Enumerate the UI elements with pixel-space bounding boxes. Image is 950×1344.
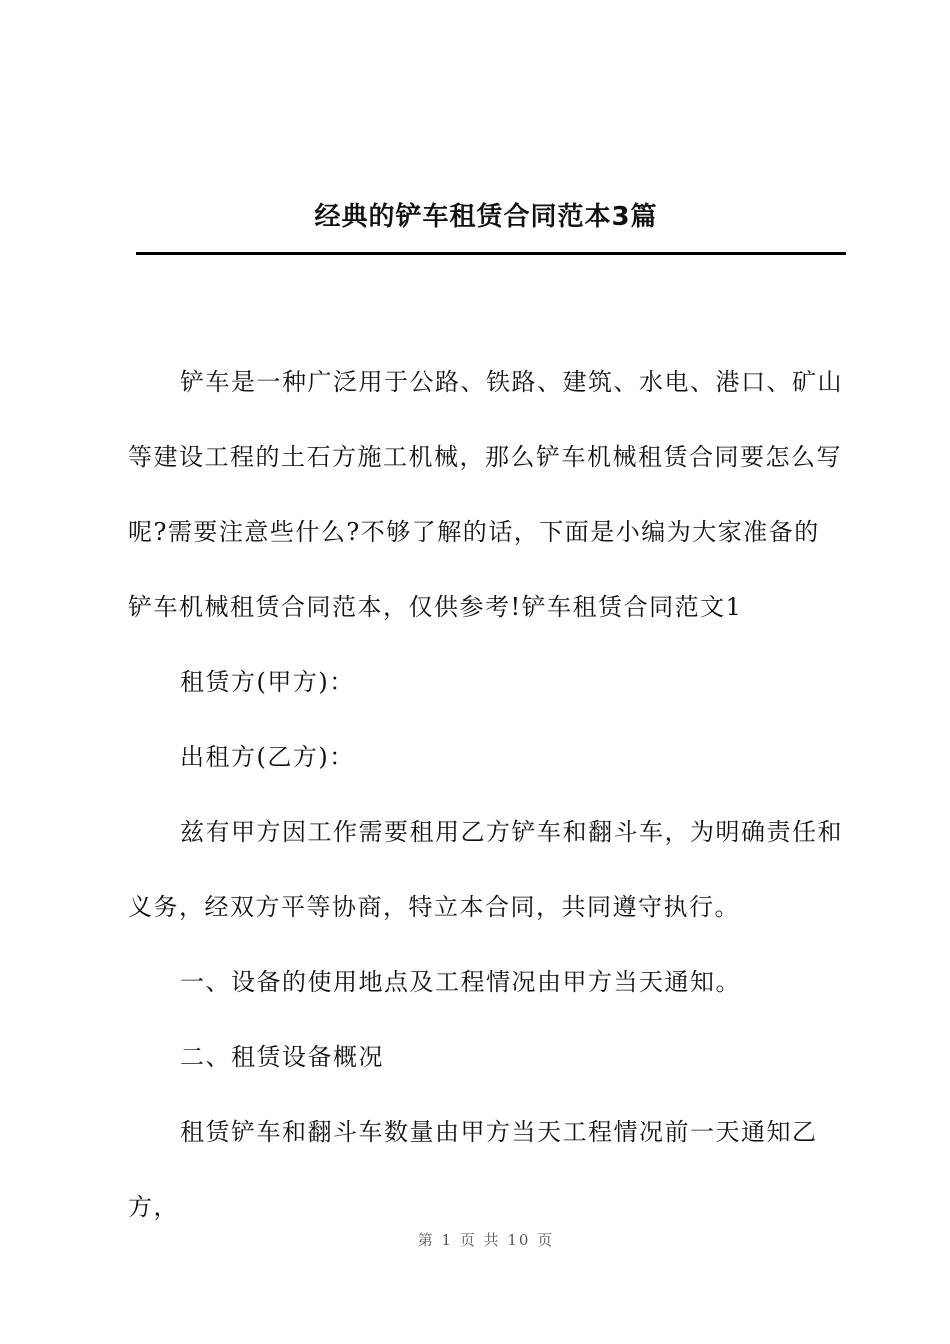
paragraph-clause-2-heading: 二、租赁设备概况 xyxy=(180,1043,384,1071)
paragraph-clause-1: 一、设备的使用地点及工程情况由甲方当天通知。 xyxy=(180,968,741,996)
paragraph-lessor: 出租方(乙方)： xyxy=(180,743,355,771)
paragraph-intro: 铲车是一种广泛用于公路、铁路、建筑、水电、港口、矿山等建设工程的土石方施工机械，那么铲车机械租赁合同要怎么写呢?需要注意些什么?不够了解的话，下面是小编为大家准备的铲车机械租赁合同范本，仅供参考!铲车租赁合同范文1 xyxy=(128,368,843,621)
document-body xyxy=(128,345,844,1245)
paragraph-clause-2-body: 租赁铲车和翻斗车数量由甲方当天工程情况前一天通知乙方， xyxy=(128,1118,818,1221)
page-number-footer: 第 1 页 共 10 页 xyxy=(417,1231,555,1249)
paragraph-lessee: 租赁方(甲方)： xyxy=(180,668,355,696)
title-divider xyxy=(136,252,846,255)
page-title: 经典的铲车租赁合同范本3篇 xyxy=(314,202,658,232)
paragraph-purpose: 兹有甲方因工作需要租用乙方铲车和翻斗车，为明确责任和义务，经双方平等协商，特立本合同，共同遵守执行。 xyxy=(128,818,843,921)
